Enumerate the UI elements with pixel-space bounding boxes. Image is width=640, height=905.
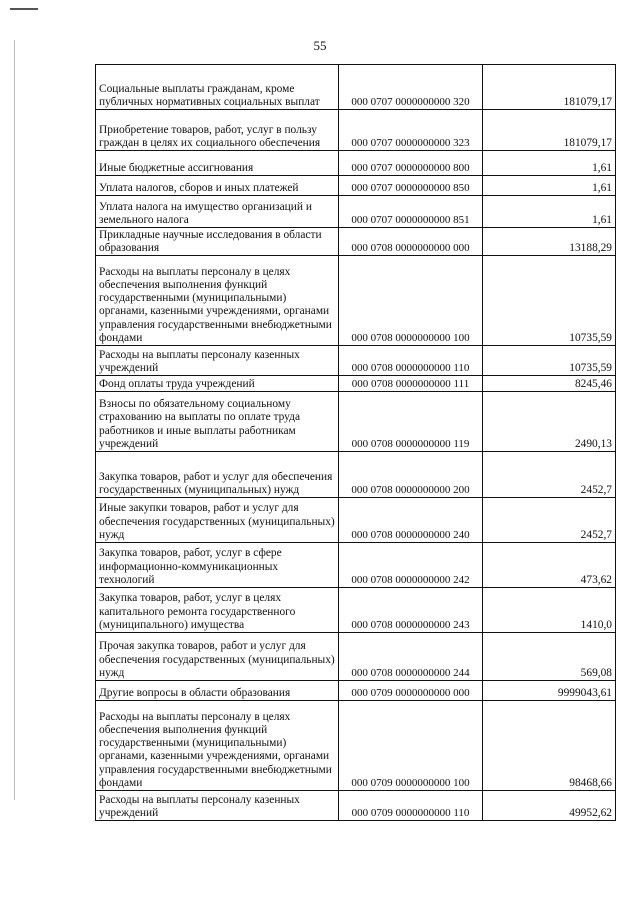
table-row (96, 498, 616, 543)
table-row (96, 392, 616, 452)
table-row (96, 588, 616, 633)
row-amount: 2490,13 (483, 392, 616, 452)
row-name: Расходы на выплаты персоналу в целях обеспечения выполнения функций государственными (муниципальными) органами, казенными учреждениями, органами управления государственными внебюджетными фондами (96, 701, 339, 791)
row-code: 000 0708 0000000000 110 (339, 346, 483, 376)
row-code: 000 0709 0000000000 000 (339, 681, 483, 701)
table-row (96, 543, 616, 588)
row-code: 000 0709 0000000000 110 (339, 791, 483, 821)
row-code: 000 0708 0000000000 111 (339, 376, 483, 392)
row-code: 000 0707 0000000000 320 (339, 65, 483, 110)
table-row (96, 376, 616, 392)
row-amount: 181079,17 (483, 110, 616, 151)
row-name: Фонд оплаты труда учреждений (96, 376, 339, 392)
scan-mark-edge (14, 40, 15, 800)
row-name: Взносы по обязательному социальному страхованию на выплаты по оплате труда работников и иные выплаты работникам учреждений (96, 392, 339, 452)
row-amount: 2452,7 (483, 452, 616, 498)
row-code: 000 0708 0000000000 200 (339, 452, 483, 498)
row-name: Расходы на выплаты персоналу казенных учреждений (96, 791, 339, 821)
row-code: 000 0708 0000000000 244 (339, 633, 483, 681)
row-amount: 9999043,61 (483, 681, 616, 701)
row-name: Социальные выплаты гражданам, кроме публичных нормативных социальных выплат (96, 65, 339, 110)
row-code: 000 0707 0000000000 323 (339, 110, 483, 151)
row-code: 000 0708 0000000000 119 (339, 392, 483, 452)
row-code: 000 0708 0000000000 100 (339, 256, 483, 346)
table-row (96, 452, 616, 498)
row-code: 000 0709 0000000000 100 (339, 701, 483, 791)
row-code: 000 0708 0000000000 243 (339, 588, 483, 633)
row-amount: 1,61 (483, 151, 616, 176)
row-amount: 569,08 (483, 633, 616, 681)
row-code: 000 0707 0000000000 850 (339, 176, 483, 196)
row-amount: 473,62 (483, 543, 616, 588)
table-row (96, 176, 616, 196)
table-row (96, 791, 616, 821)
row-amount: 181079,17 (483, 65, 616, 110)
row-amount: 1,61 (483, 196, 616, 228)
table-row (96, 256, 616, 346)
row-name: Расходы на выплаты персоналу казенных учреждений (96, 346, 339, 376)
table-row (96, 633, 616, 681)
row-amount: 98468,66 (483, 701, 616, 791)
scan-mark-top (10, 8, 38, 10)
row-name: Другие вопросы в области образования (96, 681, 339, 701)
table-row (96, 110, 616, 151)
row-name: Иные бюджетные ассигнования (96, 151, 339, 176)
page-number: 55 (313, 38, 327, 53)
row-amount: 10735,59 (483, 256, 616, 346)
budget-table (95, 64, 616, 821)
row-amount: 1,61 (483, 176, 616, 196)
row-name: Закупка товаров, работ и услуг для обеспечения государственных (муниципальных) нужд (96, 452, 339, 498)
row-name: Расходы на выплаты персоналу в целях обеспечения выполнения функций государственными (муниципальными) органами, казенными учреждениями, органами управления государственными внебюджетными фондами (96, 256, 339, 346)
row-amount: 8245,46 (483, 376, 616, 392)
row-name: Закупка товаров, работ, услуг в целях капитального ремонта государственного (муниципального) имущества (96, 588, 339, 633)
row-name: Закупка товаров, работ, услуг в сфере информационно-коммуникационных технологий (96, 543, 339, 588)
row-name: Уплата налогов, сборов и иных платежей (96, 176, 339, 196)
table-row (96, 151, 616, 176)
table-row (96, 196, 616, 228)
table-row (96, 65, 616, 110)
row-name: Прочая закупка товаров, работ и услуг для обеспечения государственных (муниципальных) нужд (96, 633, 339, 681)
row-name: Приобретение товаров, работ, услуг в пользу граждан в целях их социального обеспечения (96, 110, 339, 151)
row-amount: 10735,59 (483, 346, 616, 376)
row-code: 000 0707 0000000000 800 (339, 151, 483, 176)
table-row (96, 228, 616, 256)
row-amount: 1410,0 (483, 588, 616, 633)
row-code: 000 0707 0000000000 851 (339, 196, 483, 228)
table-row (96, 681, 616, 701)
row-code: 000 0708 0000000000 000 (339, 228, 483, 256)
row-code: 000 0708 0000000000 240 (339, 498, 483, 543)
row-amount: 49952,62 (483, 791, 616, 821)
row-name: Прикладные научные исследования в области образования (96, 228, 339, 256)
row-code: 000 0708 0000000000 242 (339, 543, 483, 588)
row-amount: 13188,29 (483, 228, 616, 256)
row-amount: 2452,7 (483, 498, 616, 543)
table-row (96, 701, 616, 791)
row-name: Уплата налога на имущество организаций и земельного налога (96, 196, 339, 228)
row-name: Иные закупки товаров, работ и услуг для обеспечения государственных (муниципальных) нужд (96, 498, 339, 543)
table-row (96, 346, 616, 376)
